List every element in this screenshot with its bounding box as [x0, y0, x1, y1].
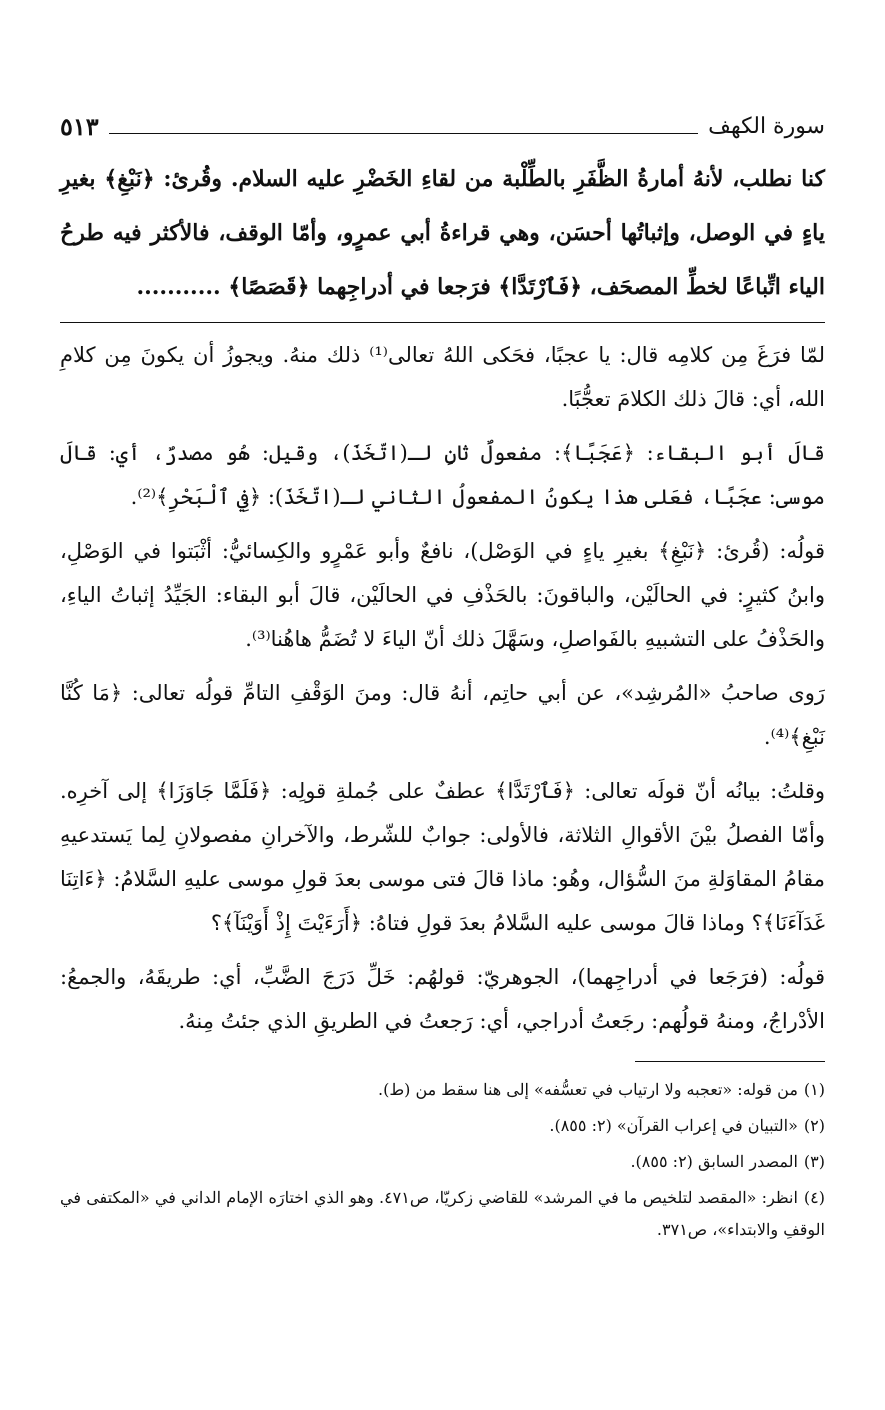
matn-divider: [60, 322, 825, 323]
footnote: [60, 1146, 825, 1178]
footnote: [60, 1074, 825, 1106]
page-header: [60, 108, 825, 144]
footnote-text: انظر: «المقصد لتلخيص ما في المرشد» للقاضي زكريّا، ص٤٧١. وهو الذي اختارَه الإمام الداني في «المكتفى في الوقفِ والابتداء»، ص٣٧١.: [60, 1188, 825, 1239]
footnotes: [60, 1074, 825, 1246]
commentary-paragraph: وقلتُ: بيانُه أنّ قولَه تعالى: ﴿فَٱرْتَدَّا﴾ عطفٌ على جُملةِ قولِه: ﴿فَلَمَّا جَاوَزَا﴾ إلى آخرِه. وأمّا الفصلُ بيْنَ الأقوالِ الثلاثة، فالأولى: جوابٌ للشّرط، والآخرانِ مفصولانِ لِما يَستدعيهِ مقامُ المقاوَلةِ منَ السُّؤال، وهُو: ماذا قالَ فتى موسى بعدَ قولِ موسى عليهِ السَّلامُ: ﴿ءَاتِنَا غَدَآءَنَا﴾؟ وماذا قالَ موسى عليه السَّلامُ بعدَ قولِ فتاهُ: ﴿أَرَءَيْتَ إِذْ أَوَيْنَآ﴾؟: [60, 779, 825, 935]
footnote-number: (١): [803, 1080, 825, 1099]
commentary-paragraph: قولُه: (قُرئ: ﴿نَبْغِ﴾ بغيرِ ياءٍ في الوَصْل)، نافعٌ وأبو عَمْرٍو والكِسائيُّ: أثْبَتوا في الوَصْلِ، وابنُ كثيرٍ: في الحالَيْن، والباقونَ: بالحَذْفِ في الحالَيْن، قالَ أبو البقاء: الجَيِّدُ إثباتُ الياءِ، والحَذْفُ على التشبيهِ بالفَواصلِ، وسَهَّلَ ذلك أنّ الياءَ لا تُضَمُّ هاهُنا⁽³⁾.: [60, 539, 825, 651]
footnote-number: (٣): [803, 1152, 825, 1171]
footnote-text: من قوله: «تعجبه ولا ارتياب في تعسُّفه» إلى هنا سقط من (ط).: [378, 1080, 798, 1099]
page: [60, 108, 825, 1250]
page-number: ٥١٣: [60, 111, 99, 141]
commentary-paragraph: لمّا فرَغَ مِن كلامِه قال: يا عجبًا، فحَكى اللهُ تعالى⁽¹⁾ ذلك منهُ. ويجوزُ أن يكونَ مِن كلامِ الله، أي: قالَ ذلك الكلامَ تعجُّبًا.: [60, 343, 825, 411]
footnote-number: (٢): [803, 1116, 825, 1135]
footnote: [60, 1110, 825, 1142]
footnote-text: المصدر السابق (٢: ٨٥٥).: [630, 1152, 798, 1171]
matn-text: كنا نطلب، لأنهُ أمارةُ الظَّفَرِ بالطِّلْبة من لقاءِ الخَضْرِ عليه السلام. وقُرئ: ﴿نَبْغِ﴾ بغيرِ ياءٍ في الوصل، وإثباتُها أحسَن، وهي قراءةُ أبي عمرٍو، وأمّا الوقف، فالأكثر فيه طرحُ الياء اتِّباعًا لخطِّ المصحَف، ﴿فَٱرْتَدَّا﴾ فرَجعا في أدراجِهما ﴿قَصَصًا﴾ ...........: [60, 166, 825, 300]
commentary: [60, 333, 825, 1043]
header-rule: [109, 119, 699, 134]
commentary-paragraph: قولُه: (فرَجَعا في أدراجِهما)، الجوهريّ: قولهُم: خَلِّ دَرَجَ الضَّبِّ، أي: طريقَهُ، والجمعُ: الأدْراجُ، ومنهُ قولُهم: رجَعتُ أدراجي، أي: رَجعتُ في الطريقِ الذي جئتُ مِنهُ.: [60, 965, 825, 1033]
footnote: [60, 1182, 825, 1246]
commentary-paragraph: رَوى صاحبُ «المُرشِد»، عن أبي حاتِم، أنهُ قال: ومنَ الوَقْفِ التامِّ قولُه تعالى: ﴿مَا كُنَّا نَبْغِ﴾⁽⁴⁾.: [60, 681, 825, 749]
surah-title: سورة الكهف: [708, 113, 825, 139]
commentary-paragraph: قالَ أبو البقاء: ﴿عَجَبًا﴾: مفعولٌ ثانٍ لـ(اتّخَذَ)، وقيل: هُو مصدرٌ، أي: قالَ موسى: عجَبًا، فعَلى هذا يكونُ المفعولُ الثاني لـ(اتّخَذَ): ﴿فِي ٱلْبَحْرِ﴾⁽²⁾.: [60, 441, 825, 509]
footnote-text: «التبيان في إعراب القرآن» (٢: ٨٥٥).: [549, 1116, 798, 1135]
footnote-number: (٤): [803, 1188, 826, 1207]
footnote-rule: [635, 1061, 825, 1062]
